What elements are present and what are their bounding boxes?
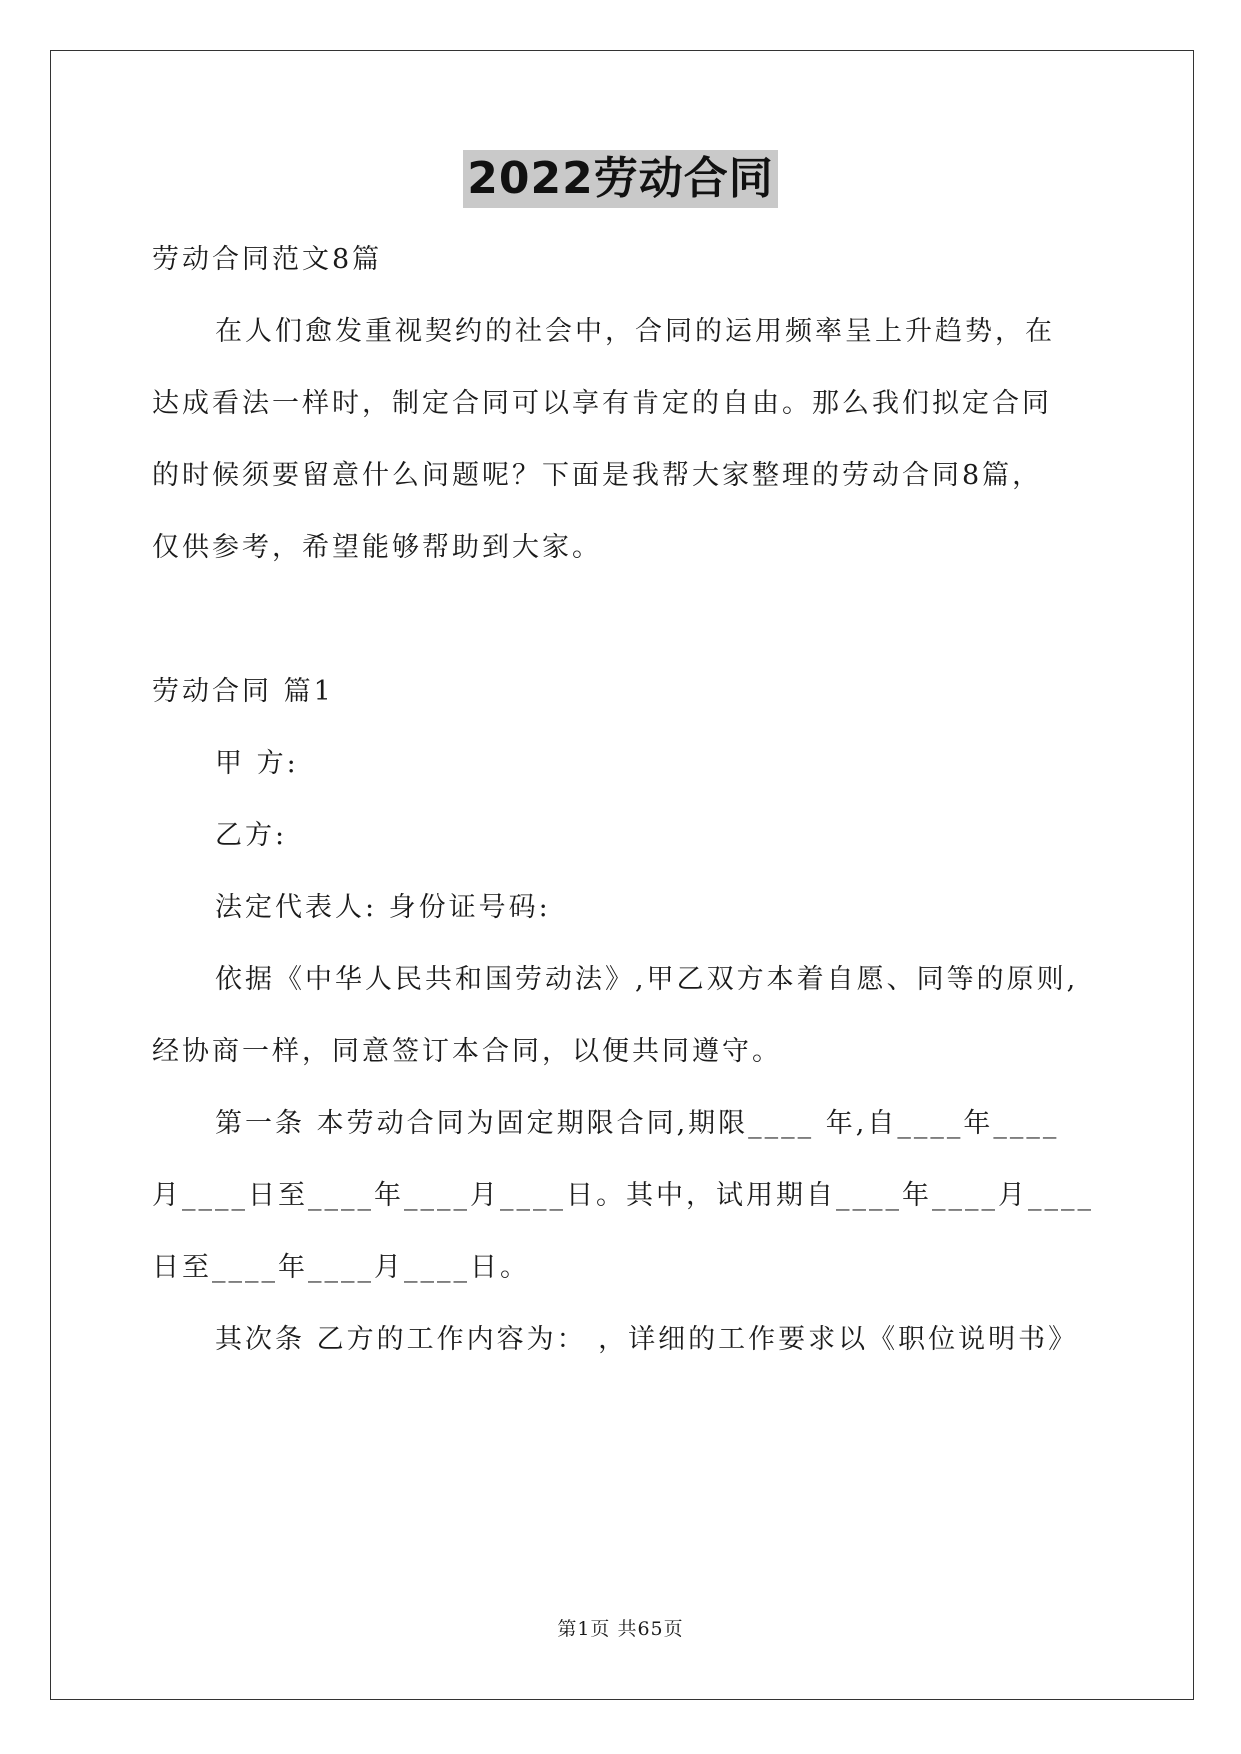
title-container xyxy=(0,150,1241,208)
article-1-line: 日至____年____月____日。 xyxy=(152,1252,530,1283)
document-title: 2022劳动合同 xyxy=(463,150,777,208)
page-number-footer: 第1页 共65页 xyxy=(557,1618,684,1640)
paragraph-line: 经协商一样，同意签订本合同，以便共同遵守。 xyxy=(152,1036,782,1067)
section-heading: 劳动合同 篇1 xyxy=(152,676,334,707)
paragraph-line: 仅供参考，希望能够帮助到大家。 xyxy=(152,532,602,563)
article-2-line: 其次条 乙方的工作内容为： ，详细的工作要求以《职位说明书》 xyxy=(215,1324,1079,1355)
party-b-label: 乙方: xyxy=(215,820,288,851)
party-a-label: 甲 方: xyxy=(215,748,299,779)
legal-representative-label: 法定代表人: 身份证号码: xyxy=(215,892,551,923)
paragraph-line: 达成看法一样时，制定合同可以享有肯定的自由。那么我们拟定合同 xyxy=(152,388,1052,419)
article-1-line: 第一条 本劳动合同为固定期限合同,期限____ 年,自____年____ xyxy=(215,1108,1060,1139)
page-border xyxy=(50,50,1194,1700)
article-1-line: 月____日至____年____月____日。其中，试用期自____年____月____ xyxy=(152,1180,1094,1211)
section-heading: 劳动合同范文8篇 xyxy=(152,244,383,275)
paragraph-line: 在人们愈发重视契约的社会中，合同的运用频率呈上升趋势，在 xyxy=(215,316,1055,347)
paragraph-line: 的时候须要留意什么问题呢？下面是我帮大家整理的劳动合同8篇， xyxy=(152,460,1043,491)
paragraph-line: 依据《中华人民共和国劳动法》,甲乙双方本着自愿、同等的原则, xyxy=(215,964,1079,995)
